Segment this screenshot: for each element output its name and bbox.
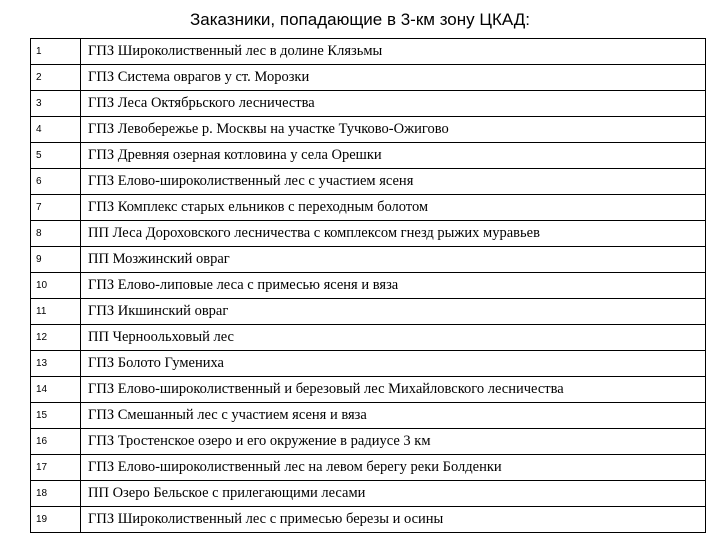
table-row bbox=[31, 65, 706, 91]
reserve-name: ГПЗ Болото Гумениха bbox=[81, 351, 706, 377]
row-number: 14 bbox=[31, 377, 81, 403]
table-row bbox=[31, 221, 706, 247]
reserve-name: ГПЗ Комплекс старых ельников с переходным болотом bbox=[81, 195, 706, 221]
row-number: 6 bbox=[31, 169, 81, 195]
reserve-name: ГПЗ Левобережье р. Москвы на участке Тучково-Ожигово bbox=[81, 117, 706, 143]
table-row bbox=[31, 481, 706, 507]
reserve-name: ПП Озеро Бельское с прилегающими лесами bbox=[81, 481, 706, 507]
table-row bbox=[31, 429, 706, 455]
reserve-name: ПП Мозжинский овраг bbox=[81, 247, 706, 273]
row-number: 10 bbox=[31, 273, 81, 299]
reserves-table-body bbox=[31, 39, 706, 533]
reserve-name: ГПЗ Система оврагов у ст. Морозки bbox=[81, 65, 706, 91]
table-row bbox=[31, 247, 706, 273]
reserve-name: ПП Леса Дороховского лесничества с комплексом гнезд рыжих муравьев bbox=[81, 221, 706, 247]
table-row bbox=[31, 455, 706, 481]
table-row bbox=[31, 169, 706, 195]
table-row bbox=[31, 195, 706, 221]
table-row bbox=[31, 117, 706, 143]
row-number: 12 bbox=[31, 325, 81, 351]
row-number: 4 bbox=[31, 117, 81, 143]
reserve-name: ГПЗ Широколиственный лес с примесью березы и осины bbox=[81, 507, 706, 533]
table-row bbox=[31, 143, 706, 169]
page-title: Заказники, попадающие в 3-км зону ЦКАД: bbox=[190, 10, 530, 29]
row-number: 18 bbox=[31, 481, 81, 507]
reserve-name: ГПЗ Елово-широколиственный и березовый лес Михайловского лесничества bbox=[81, 377, 706, 403]
table-row bbox=[31, 403, 706, 429]
reserves-table bbox=[30, 38, 706, 533]
reserve-name: ПП Черноольховый лес bbox=[81, 325, 706, 351]
row-number: 19 bbox=[31, 507, 81, 533]
reserve-name: ГПЗ Древняя озерная котловина у села Орешки bbox=[81, 143, 706, 169]
table-row bbox=[31, 325, 706, 351]
reserve-name: ГПЗ Елово-широколиственный лес с участием ясеня bbox=[81, 169, 706, 195]
reserve-name: ГПЗ Елово-широколиственный лес на левом берегу реки Болденки bbox=[81, 455, 706, 481]
row-number: 17 bbox=[31, 455, 81, 481]
reserve-name: ГПЗ Елово-липовые леса с примесью ясеня и вяза bbox=[81, 273, 706, 299]
reserve-name: ГПЗ Тростенское озеро и его окружение в радиусе 3 км bbox=[81, 429, 706, 455]
row-number: 7 bbox=[31, 195, 81, 221]
table-row bbox=[31, 299, 706, 325]
reserve-name: ГПЗ Леса Октябрьского лесничества bbox=[81, 91, 706, 117]
reserve-name: ГПЗ Широколиственный лес в долине Клязьмы bbox=[81, 39, 706, 65]
row-number: 3 bbox=[31, 91, 81, 117]
reserve-name: ГПЗ Икшинский овраг bbox=[81, 299, 706, 325]
table-row bbox=[31, 39, 706, 65]
row-number: 5 bbox=[31, 143, 81, 169]
table-row bbox=[31, 377, 706, 403]
table-row bbox=[31, 507, 706, 533]
reserve-name: ГПЗ Смешанный лес с участием ясеня и вяза bbox=[81, 403, 706, 429]
table-row bbox=[31, 273, 706, 299]
row-number: 1 bbox=[31, 39, 81, 65]
row-number: 11 bbox=[31, 299, 81, 325]
row-number: 15 bbox=[31, 403, 81, 429]
row-number: 2 bbox=[31, 65, 81, 91]
row-number: 8 bbox=[31, 221, 81, 247]
table-row bbox=[31, 91, 706, 117]
row-number: 9 bbox=[31, 247, 81, 273]
row-number: 13 bbox=[31, 351, 81, 377]
row-number: 16 bbox=[31, 429, 81, 455]
table-row bbox=[31, 351, 706, 377]
